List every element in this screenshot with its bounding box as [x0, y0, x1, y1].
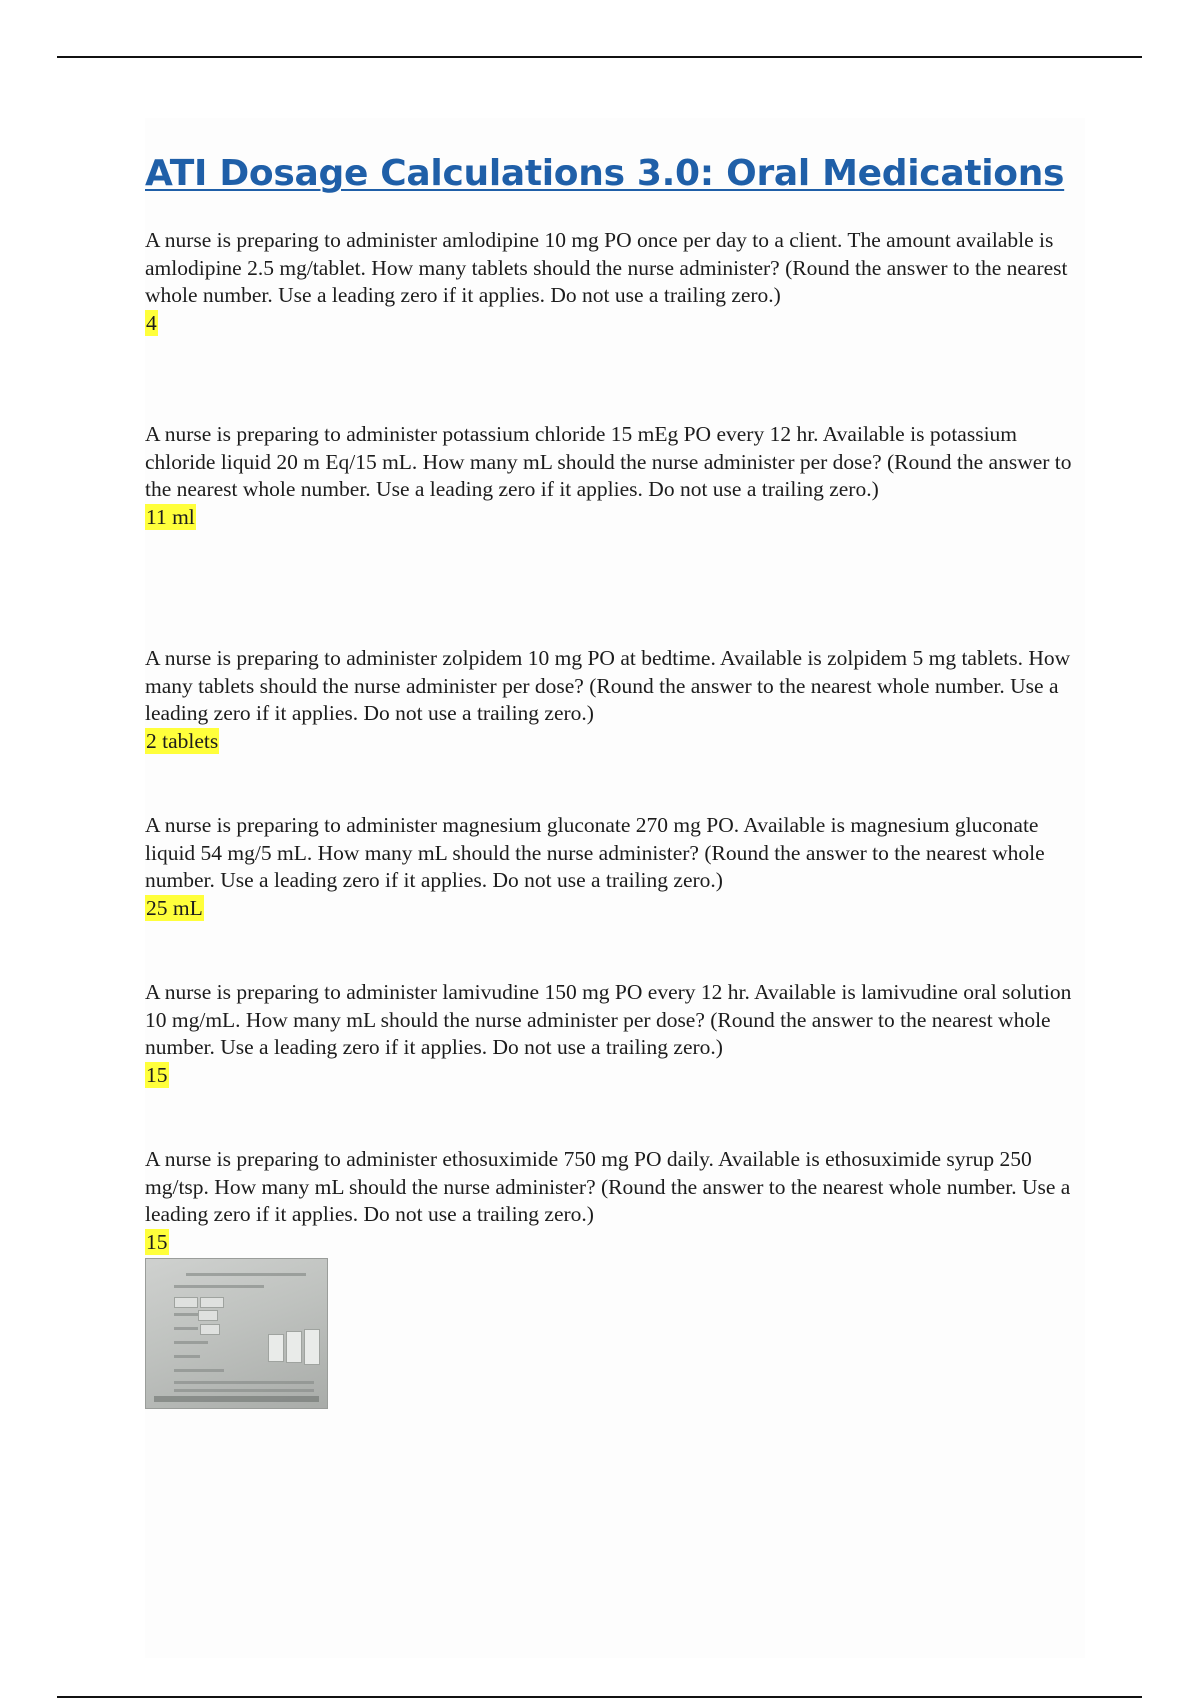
question-text: A nurse is preparing to administer ethosuximide 750 mg PO daily. Available is ethosuximide syrup 250 mg/tsp. How many mL should the nurse administer? (Round the answer to the nearest whole number. Use a leading zero if it applies. Do not use a trailing zero.)	[145, 1147, 1071, 1226]
top-rule	[57, 56, 1142, 58]
answer-highlight: 25 mL	[146, 895, 203, 920]
bottom-rule	[57, 1696, 1142, 1698]
question-2	[145, 421, 1090, 530]
question-text: A nurse is preparing to administer zolpidem 10 mg PO at bedtime. Available is zolpidem 5 mg tablets. How many tablets should the nurse administer per dose? (Round the answer to the nearest whole number. Use a leading zero if it applies. Do not use a trailing zero.)	[145, 646, 1071, 725]
screenshot-photo-thumbnail	[145, 1258, 328, 1409]
answer-highlight: 15	[146, 1229, 168, 1254]
question-4	[145, 812, 1090, 921]
question-3	[145, 645, 1090, 754]
answer-highlight: 4	[146, 310, 157, 335]
answer-highlight: 15	[146, 1062, 168, 1087]
answer-highlight: 11 ml	[146, 504, 195, 529]
question-text: A nurse is preparing to administer amlodipine 10 mg PO once per day to a client. The amount available is amlodipine 2.5 mg/tablet. How many tablets should the nurse administer? (Round the answer to the nearest whole number. Use a leading zero if it applies. Do not use a trailing zero.)	[145, 228, 1068, 307]
question-5	[145, 979, 1090, 1088]
document-title: ATI Dosage Calculations 3.0: Oral Medications	[145, 153, 1065, 194]
answer-highlight: 2 tablets	[146, 728, 219, 753]
question-text: A nurse is preparing to administer magnesium gluconate 270 mg PO. Available is magnesium gluconate liquid 54 mg/5 mL. How many mL should the nurse administer? (Round the answer to the nearest whole number. Use a leading zero if it applies. Do not use a trailing zero.)	[145, 813, 1045, 892]
question-text: A nurse is preparing to administer lamivudine 150 mg PO every 12 hr. Available is lamivudine oral solution 10 mg/mL. How many mL should the nurse administer per dose? (Round the answer to the nearest whole number. Use a leading zero if it applies. Do not use a trailing zero.)	[145, 980, 1072, 1059]
question-text: A nurse is preparing to administer potassium chloride 15 mEg PO every 12 hr. Available is potassium chloride liquid 20 m Eq/15 mL. How many mL should the nurse administer per dose? (Round the answer to the nearest whole number. Use a leading zero if it applies. Do not use a trailing zero.)	[145, 422, 1072, 501]
question-1	[145, 227, 1090, 336]
question-6	[145, 1146, 1090, 1255]
